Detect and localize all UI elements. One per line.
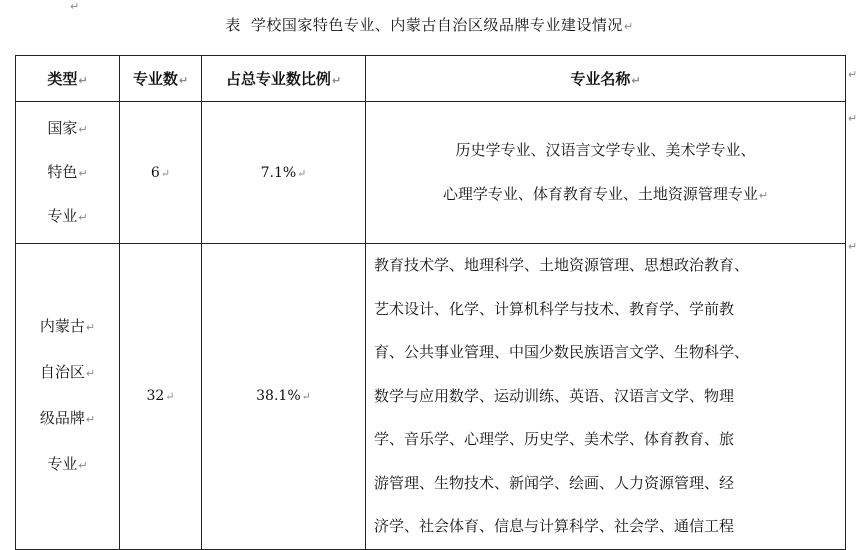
header-ratio: 占总专业数比例↵ (202, 56, 366, 102)
header-type: 类型↵ (16, 56, 120, 102)
table-row (16, 102, 846, 244)
paragraph-mark: ↵ (848, 240, 858, 253)
majors-cell: 教育技术学、地理科学、土地资源管理、思想政治教育、 艺术设计、化学、计算机科学与技术、教育学、学前教 育、公共事业管理、中国少数民族语言文学、生物科学、 数学与应用数学、运动训练、英语、汉语言文学、物理 学、音乐学、心理学、历史学、美术学、体育教育、旅 游管理、生物技术、新闻学、绘画、人力资源管理、经 济学、社会体育、信息与计算科学、社会学、通信工程 (366, 244, 846, 550)
paragraph-mark: ↵ (848, 68, 858, 81)
table-title (0, 14, 859, 35)
title-prefix: 表 (225, 16, 241, 34)
majors-table (15, 55, 846, 550)
header-count: 专业数↵ (120, 56, 202, 102)
count-cell: 32↵ (120, 244, 202, 550)
ratio-cell: 38.1%↵ (202, 244, 366, 550)
title-text: 学校国家特色专业、内蒙古自治区级品牌专业建设情况 (250, 16, 623, 34)
count-cell: 6↵ (120, 102, 202, 244)
table-row (16, 244, 846, 550)
majors-table-container (15, 55, 845, 550)
majors-cell: 历史学专业、汉语言文学专业、美术学专业、 心理学专业、体育教育专业、土地资源管理专业↵ (366, 102, 846, 244)
header-majors: 专业名称↵ (366, 56, 846, 102)
paragraph-mark: ↵ (623, 20, 634, 33)
table-header-row (16, 56, 846, 102)
type-cell: 内蒙古↵ 自治区↵ 级品牌↵ 专业↵ (16, 244, 120, 550)
paragraph-mark: ↵ (848, 112, 858, 125)
paragraph-mark: ↵ (70, 0, 80, 13)
ratio-cell: 7.1%↵ (202, 102, 366, 244)
type-cell: 国家↵ 特色↵ 专业↵ (16, 102, 120, 244)
